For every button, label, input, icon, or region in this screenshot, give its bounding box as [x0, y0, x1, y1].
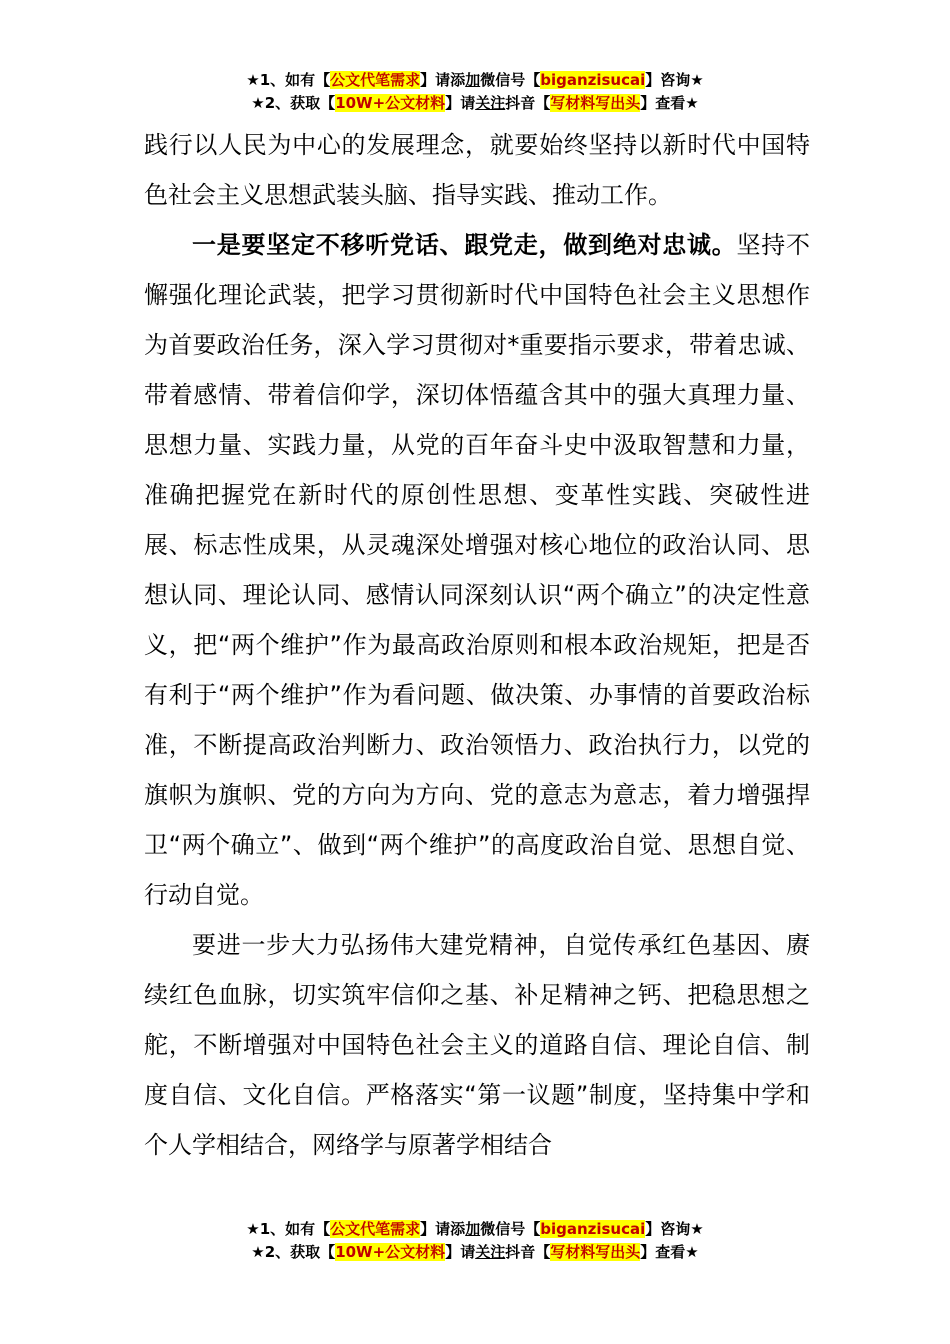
banner-line-2: ★2、获取【10W+公文材料】请关注抖音【写材料写出头】查看★ [251, 1243, 699, 1261]
paragraph-3: 要进一步大力弘扬伟大建党精神，自觉传承红色基因、赓续红色血脉，切实筑牢信仰之基、补足精神之钙、把稳思想之舵，不断增强对中国特色社会主义的道路自信、理论自信、制度自信、文化自信。严格落实“第一议题”制度，坚持集中学和个人学相结合，网络学与原著学相结合 [144, 931, 810, 1159]
highlight-materials: 10W+公文材料 [335, 1243, 446, 1261]
highlight-service: 公文代笔需求 [330, 71, 421, 89]
highlight-service: 公文代笔需求 [330, 1220, 421, 1238]
header-banner [0, 69, 950, 115]
banner-line-1: ★1、如有【公文代笔需求】请添加微信号【biganzisucai】咨询★ [246, 71, 704, 89]
highlight-wechat-id: biganzisucai [540, 71, 646, 89]
document-body [144, 120, 810, 1170]
highlight-douyin: 写材料写出头 [550, 94, 641, 112]
highlight-materials: 10W+公文材料 [335, 94, 446, 112]
banner-line-2: ★2、获取【10W+公文材料】请关注抖音【写材料写出头】查看★ [251, 94, 699, 112]
banner-line-1: ★1、如有【公文代笔需求】请添加微信号【biganzisucai】咨询★ [246, 1220, 704, 1238]
footer-banner [0, 1218, 950, 1264]
paragraph-2-text: 坚持不懈强化理论武装，把学习贯彻新时代中国特色社会主义思想作为首要政治任务，深入学习贯彻对*重要指示要求，带着忠诚、带着感情、带着信仰学，深切体悟蕴含其中的强大真理力量、思想力量、实践力量，从党的百年奋斗史中汲取智慧和力量，准确把握党在新时代的原创性思想、变革性实践、突破性进展、标志性成果，从灵魂深处增强对核心地位的政治认同、思想认同、理论认同、感情认同深刻认识“两个确立”的决定性意义，把“两个维护”作为最高政治原则和根本政治规矩，把是否有利于“两个维护”作为看问题、做决策、办事情的首要政治标准，不断提高政治判断力、政治领悟力、政治执行力，以党的旗帜为旗帜、党的方向为方向、党的意志为意志，着力增强捍卫“两个确立”、做到“两个维护”的高度政治自觉、思想自觉、行动自觉。 [144, 231, 810, 909]
paragraph-2 [144, 220, 810, 920]
paragraph-1: 践行以人民为中心的发展理念，就要始终坚持以新时代中国特色社会主义思想武装头脑、指导实践、推动工作。 [144, 131, 810, 209]
paragraph-2-heading: 一是要坚定不移听党话、跟党走，做到绝对忠诚。 [192, 231, 737, 259]
highlight-douyin: 写材料写出头 [550, 1243, 641, 1261]
highlight-wechat-id: biganzisucai [540, 1220, 646, 1238]
